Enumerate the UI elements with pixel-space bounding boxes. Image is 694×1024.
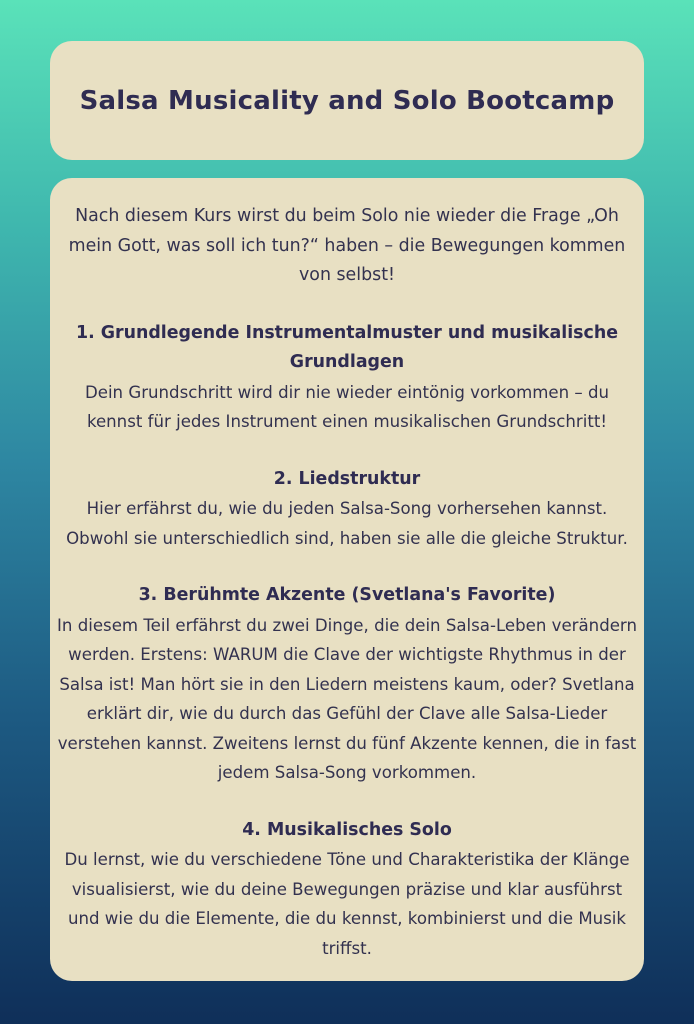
section-title: 1. Grundlegende Instrumentalmuster und musikalische Grundlagen (75, 322, 618, 372)
section-title: 2. Liedstruktur (273, 468, 421, 489)
content-card (50, 178, 644, 981)
section-body: Dein Grundschritt wird dir nie wieder eintönig vorkommen – du kennst für jedes Instrument einen musikalischen Grundschritt! (84, 382, 610, 431)
section-title: 3. Berühmte Akzente (Svetlana's Favorite) (138, 585, 556, 605)
section-body: Hier erfährst du, wie du jeden Salsa-Song vorhersehen kannst. Obwohl sie unterschiedlich sind, haben sie alle die gleiche Struktur. (66, 499, 628, 548)
page-title: Salsa Musicality and Solo Bootcamp (79, 85, 615, 116)
section-body: In diesem Teil erfährst du zwei Dinge, die dein Salsa-Leben verändern werden. Erstens: WARUM die Clave der wichtigste Rhythmus in der Salsa ist! Man hört sie in den Liedern meistens kaum, oder? Svetlana erklärt dir, wie du durch das Gefühl der Clave alle Salsa-Lieder verstehen kannst. Zweitens lernst du fünf Akzente kennen, die in fast jedem Salsa-Song vorkommen. (57, 615, 637, 782)
intro-text: Nach diesem Kurs wirst du beim Solo nie wieder die Frage „Oh mein Gott, was soll ich tun?“ haben – die Bewegungen kommen von selbst! (68, 206, 626, 285)
title-card (50, 41, 644, 160)
section-4 (56, 816, 638, 964)
section-body: Du lernst, wie du verschiedene Töne und Charakteristika der Klänge visualisierst, wie du deine Bewegungen präzise und klar ausführst und wie du die Elemente, die du kennst, kombinierst und die Musik triffst. (64, 850, 630, 958)
section-title: 4. Musikalisches Solo (242, 819, 452, 840)
section-3 (56, 581, 638, 788)
section-1 (56, 319, 638, 437)
section-2 (56, 465, 638, 554)
